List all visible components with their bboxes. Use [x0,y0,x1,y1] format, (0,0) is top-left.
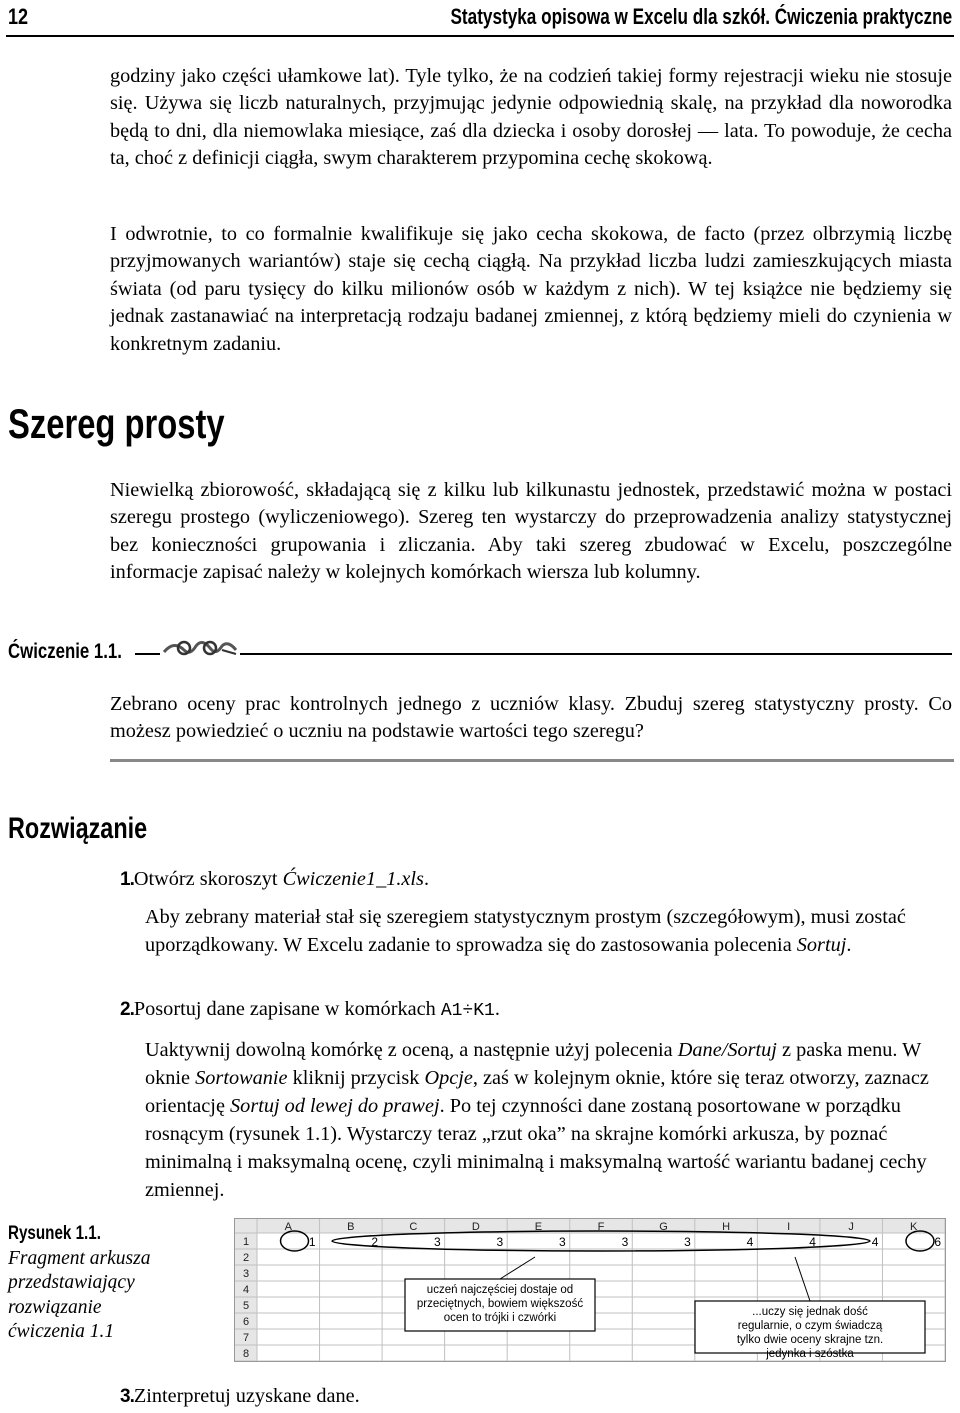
column-header-H: H [722,1221,731,1233]
section-body: Niewielką zbiorowość, składającą się z kilku lub kilkunastu jednostek, przedstawić można w postaci szeregu prostego (wyliczeniowego). Szereg ten wystarczy do przeprowadzenia analizy statystycznej bez konieczności grupowania i zliczania. Aby taki szereg zbudować w Excelu, poszczególne informacje zapisać należy w kolejnych komórkach wiersza lub kolumny. [110,479,952,584]
row-header-2: 2 [242,1252,250,1264]
step-3: 3.Zinterpretuj uzyskane dane. [120,1385,360,1407]
figure-caption [8,1222,178,1345]
cell-value: 4 [871,1235,879,1249]
solution-heading: Rozwiązanie [8,812,148,845]
page-number: 12 [8,4,29,29]
cell-value: 4 [746,1235,754,1249]
column-header-F: F [597,1221,605,1233]
callout-left-text: ocen to trójki i czwórki [443,1312,557,1324]
callout-right-pointer [795,1257,810,1301]
row-header-6: 6 [242,1316,250,1328]
page-header [0,0,960,38]
cell-value: 2 [371,1235,379,1249]
column-header-I: I [787,1221,791,1233]
middle-values-ellipse [332,1231,870,1251]
step-1-number: 1. [120,869,134,890]
step-2-description: Uaktywnij dowolną komórkę z oceną, a następnie użyj polecenia Dane/Sortuj z paska menu. W oknie Sortowanie kliknij przycisk Opcje, zaś w kolejnym oknie, które się teraz otworzy, zaznacz orientację Sortuj od lewej do prawej. Po tej czynności dane zostaną posortowane w porządku rosnącym (rysunek 1.1). Wystarczy teraz „rzut oka” na skrajne komórki arkusza, by poznać minimalną i maksymalną ocenę, czyli minimalną i maksymalną wartość wariantu badanej cechy zmiennej. [145,1039,929,1201]
cell-value: 1 [308,1235,316,1249]
cell-value: 3 [559,1235,566,1249]
intro-paragraph-1: godziny jako części ułamkowe lat). Tyle tylko, że na codzień takiej formy rejestracji wieku nie stosuje się. Używa się liczb naturalnych, przyjmując jedynie odpowiednią skalę, na przykład dla noworodka będą to dni, dla niemowlaka miesiące, zaś dla dziecka i osoby dorosłej — lata. To powoduje, że cecha ta, choć z definicji ciągła, swym charakterem przypomina cechę skokową. [110,65,952,170]
row-header-4: 4 [242,1284,250,1296]
row-header-5: 5 [242,1300,250,1312]
max-value-ellipse [906,1231,934,1251]
callout-right-text: ...uczy się jednak dość [752,1306,868,1318]
row-header-1: 1 [242,1236,250,1248]
exercise-bottom-rule [110,759,954,762]
section-heading-szereg-prosty: Szereg prosty [8,400,225,447]
cell-range: A1÷K1 [440,1001,495,1021]
workbook-filename: Ćwiczenie1_1.xls [282,868,424,890]
column-header-A: A [284,1221,292,1233]
column-header-K: K [910,1221,918,1233]
exercise-rule [135,653,952,655]
cell-value: 4 [809,1235,816,1249]
step-3-number: 3. [120,1386,134,1407]
column-header-D: D [471,1221,480,1233]
header-rule [6,35,954,37]
cell-value: 3 [496,1235,504,1249]
figure-label: Rysunek 1.1. [8,1223,101,1244]
callout-right-text: jedynka i szóstka [766,1348,854,1360]
step-1: 1.Otwórz skoroszyt Ćwiczenie1_1.xls. [120,868,430,890]
cell-value: 3 [621,1235,629,1249]
callout-left-text: uczeń najczęściej dostaje od [426,1284,574,1296]
row-header-3: 3 [242,1268,250,1280]
callout-left-pointer [500,1257,535,1279]
callout-right-text: regularnie, o czym świadczą [737,1320,883,1332]
row-header-7: 7 [242,1332,250,1344]
intro-paragraph-2: I odwrotnie, to co formalnie kwalifikuje się jako cecha skokowa, de facto (przez olbrzymią liczbę przyjmowanych wariantów) staje się cechą ciągłą. Na przykład liczba ludzi zamieszkujących miasta świata (od paru tysięcy do kilku milionów osób w każdym z nich). W tej książce nie będziemy się jednak zastanawiać na interpretacją rodzaju badanej zmiennej, z którą będziemy mieli do czynienia w konkretnym zadaniu. [110,223,952,355]
exercise-text: Zebrano oceny prac kontrolnych jednego z uczniów klasy. Zbuduj szereg statystyczny prosty. Co możesz powiedzieć o uczniu na podstawie wartości tego szeregu? [110,693,952,743]
spreadsheet-grid [235,1219,945,1361]
step-2-number: 2. [120,999,134,1020]
cell-value: 3 [433,1235,441,1249]
pencil-ornament-icon [160,636,240,660]
column-header-C: C [409,1221,418,1233]
step-1-description: Aby zebrany materiał stał się szeregiem statystycznym prostym (szczegółowym), musi zostać uporządkowany. W Excelu zadanie to sprowadza się do zastosowania polecenia Sortuj. [145,906,906,956]
figure-caption-text: Fragment arkusza przedstawiający rozwiązanie ćwiczenia 1.1 [8,1247,151,1342]
min-value-ellipse [281,1231,309,1251]
column-header-J: J [848,1221,854,1233]
running-title: Statystyka opisowa w Excelu dla szkół. Ćwiczenia praktyczne [450,4,952,29]
callout-left-text: przeciętnych, bowiem większość [416,1298,584,1310]
spreadsheet-figure [234,1218,946,1362]
column-header-E: E [534,1221,543,1233]
row-header-8: 8 [242,1348,250,1360]
cell-value: 3 [684,1235,691,1249]
exercise-label: Ćwiczenie 1.1. [8,640,122,663]
column-header-G: G [659,1221,668,1233]
callout-right-text: tylko dwie oceny skrajne tzn. [736,1334,884,1346]
cell-value: 6 [934,1235,941,1249]
step-2: 2.Posortuj dane zapisane w komórkach A1÷K1. [120,998,500,1021]
column-header-B: B [347,1221,355,1233]
